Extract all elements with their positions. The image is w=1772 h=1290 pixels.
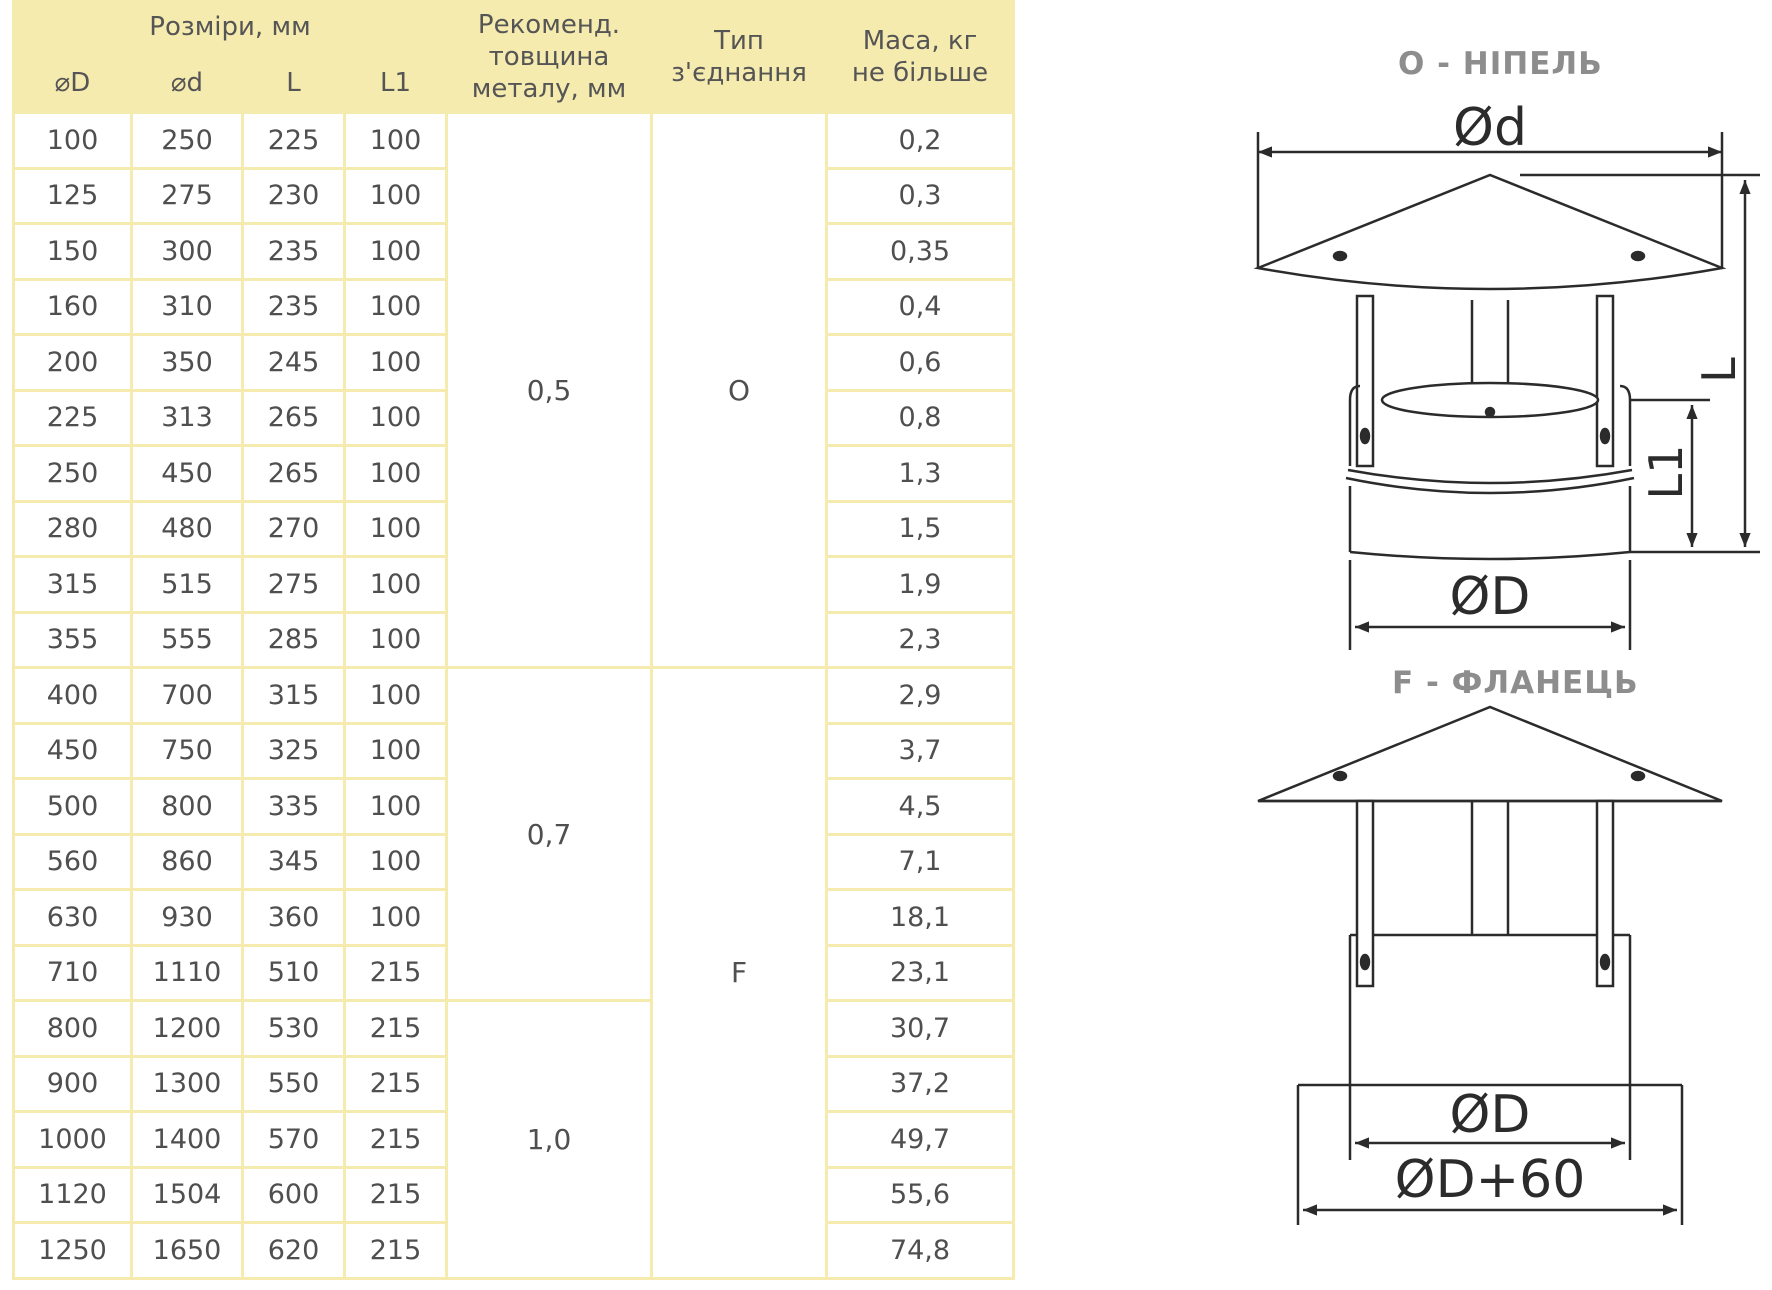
cell-length-l1: 100: [346, 114, 445, 167]
cell-mass: 2,9: [828, 669, 1012, 722]
cell-mass: 0,2: [828, 114, 1012, 167]
cell-mass: 2,3: [828, 614, 1012, 667]
cell-length-l1: 100: [346, 780, 445, 833]
cell-mass: 18,1: [828, 891, 1012, 944]
cell-mass: 55,6: [828, 1169, 1012, 1222]
cell-mass: 1,9: [828, 558, 1012, 611]
nipple-label-L1: L1: [1639, 444, 1693, 500]
cell-outer-diameter: 125: [15, 170, 130, 223]
cell-cap-diameter: 555: [133, 614, 241, 667]
cell-length: 600: [244, 1169, 343, 1222]
cell-length: 510: [244, 947, 343, 1000]
cell-length: 335: [244, 780, 343, 833]
cell-outer-diameter: 560: [15, 836, 130, 889]
cell-length: 530: [244, 1002, 343, 1055]
cell-mass: 4,5: [828, 780, 1012, 833]
cell-mass: 74,8: [828, 1224, 1012, 1277]
cell-length-l1: 100: [346, 503, 445, 556]
cell-mass: 7,1: [828, 836, 1012, 889]
cell-length-l1: 215: [346, 1002, 445, 1055]
cell-cap-diameter: 1300: [133, 1058, 241, 1111]
cell-outer-diameter: 450: [15, 725, 130, 778]
cell-outer-diameter: 710: [15, 947, 130, 1000]
cell-outer-diameter: 200: [15, 336, 130, 389]
cell-cap-diameter: 313: [133, 392, 241, 445]
cell-length: 235: [244, 225, 343, 278]
cell-metal-thickness: 0,5: [448, 114, 650, 666]
dimensions-header: Розміри, мм: [15, 3, 445, 51]
connection-header-line: Тип: [714, 26, 764, 56]
cell-cap-diameter: 800: [133, 780, 241, 833]
cell-outer-diameter: 800: [15, 1002, 130, 1055]
cell-length: 265: [244, 392, 343, 445]
cell-connection-type: O: [653, 114, 825, 666]
cell-mass: 1,3: [828, 447, 1012, 500]
cell-mass: 30,7: [828, 1002, 1012, 1055]
cell-outer-diameter: 400: [15, 669, 130, 722]
cell-length-l1: 100: [346, 669, 445, 722]
nipple-label-d: Ød: [1453, 98, 1527, 158]
cell-cap-diameter: 1110: [133, 947, 241, 1000]
cell-length: 360: [244, 891, 343, 944]
nipple-label-D: ØD: [1449, 567, 1531, 627]
cell-cap-diameter: 275: [133, 170, 241, 223]
cell-outer-diameter: 250: [15, 447, 130, 500]
cell-length: 620: [244, 1224, 343, 1277]
cell-mass: 0,6: [828, 336, 1012, 389]
cell-mass: 23,1: [828, 947, 1012, 1000]
cell-connection-type: F: [653, 669, 825, 1277]
cell-length-l1: 100: [346, 891, 445, 944]
cell-outer-diameter: 900: [15, 1058, 130, 1111]
cell-cap-diameter: 300: [133, 225, 241, 278]
cell-length-l1: 215: [346, 1058, 445, 1111]
mass-header-line: не більше: [851, 58, 989, 88]
flange-diagram-title: F - ФЛАНЕЦЬ: [1392, 665, 1639, 701]
cell-outer-diameter: 160: [15, 281, 130, 334]
cell-cap-diameter: 1504: [133, 1169, 241, 1222]
cell-length: 245: [244, 336, 343, 389]
cell-mass: 0,8: [828, 392, 1012, 445]
cell-mass: 0,35: [828, 225, 1012, 278]
thickness-header-line: товщина: [488, 42, 610, 72]
cell-length: 345: [244, 836, 343, 889]
cell-outer-diameter: 1000: [15, 1113, 130, 1166]
cell-mass: 3,7: [828, 725, 1012, 778]
cell-length-l1: 100: [346, 225, 445, 278]
cell-cap-diameter: 1400: [133, 1113, 241, 1166]
cell-cap-diameter: 700: [133, 669, 241, 722]
cell-mass: 37,2: [828, 1058, 1012, 1111]
cell-outer-diameter: 1120: [15, 1169, 130, 1222]
cell-length-l1: 100: [346, 725, 445, 778]
cell-mass: 1,5: [828, 503, 1012, 556]
cell-length: 550: [244, 1058, 343, 1111]
cell-length: 275: [244, 558, 343, 611]
cell-outer-diameter: 150: [15, 225, 130, 278]
cell-length-l1: 100: [346, 558, 445, 611]
flange-cap-drawing: [1258, 707, 1722, 1225]
cell-length: 265: [244, 447, 343, 500]
cell-cap-diameter: 310: [133, 281, 241, 334]
connection-header-line: з'єднання: [671, 58, 807, 88]
cell-length: 270: [244, 503, 343, 556]
cell-outer-diameter: 355: [15, 614, 130, 667]
cell-metal-thickness: 0,7: [448, 669, 650, 999]
col-header-L1: L1: [346, 54, 445, 111]
nipple-diagram-title: O - НІПЕЛЬ: [1398, 46, 1603, 82]
cell-length-l1: 215: [346, 947, 445, 1000]
cell-outer-diameter: 500: [15, 780, 130, 833]
cell-length-l1: 215: [346, 1113, 445, 1166]
col-header-d: ⌀d: [133, 54, 241, 111]
cell-length: 235: [244, 281, 343, 334]
cell-length: 225: [244, 114, 343, 167]
cell-outer-diameter: 630: [15, 891, 130, 944]
cell-cap-diameter: 860: [133, 836, 241, 889]
cell-mass: 0,4: [828, 281, 1012, 334]
cell-cap-diameter: 515: [133, 558, 241, 611]
cell-length-l1: 215: [346, 1169, 445, 1222]
col-header-D: ⌀D: [15, 54, 130, 111]
flange-label-D: ØD: [1449, 1085, 1531, 1145]
cell-outer-diameter: 225: [15, 392, 130, 445]
cell-outer-diameter: 315: [15, 558, 130, 611]
cell-length-l1: 100: [346, 614, 445, 667]
mass-header-line: Маса, кг: [862, 26, 978, 56]
cell-cap-diameter: 250: [133, 114, 241, 167]
col-header-L: L: [244, 54, 343, 111]
cell-length-l1: 215: [346, 1224, 445, 1277]
cell-outer-diameter: 1250: [15, 1224, 130, 1277]
cell-length-l1: 100: [346, 281, 445, 334]
thickness-header-line: Рекоменд.: [477, 10, 621, 40]
cell-mass: 49,7: [828, 1113, 1012, 1166]
cell-length: 285: [244, 614, 343, 667]
cell-cap-diameter: 930: [133, 891, 241, 944]
nipple-label-L: L: [1692, 357, 1746, 383]
cell-length-l1: 100: [346, 836, 445, 889]
flange-label-D60: ØD+60: [1394, 1150, 1586, 1210]
cell-length-l1: 100: [346, 392, 445, 445]
cell-cap-diameter: 1200: [133, 1002, 241, 1055]
cell-length-l1: 100: [346, 447, 445, 500]
cell-cap-diameter: 1650: [133, 1224, 241, 1277]
cell-cap-diameter: 350: [133, 336, 241, 389]
cell-length: 325: [244, 725, 343, 778]
cell-length: 230: [244, 170, 343, 223]
cell-cap-diameter: 450: [133, 447, 241, 500]
cell-length-l1: 100: [346, 336, 445, 389]
cell-cap-diameter: 480: [133, 503, 241, 556]
cell-metal-thickness: 1,0: [448, 1002, 650, 1277]
cell-length: 315: [244, 669, 343, 722]
cell-length-l1: 100: [346, 170, 445, 223]
cell-mass: 0,3: [828, 170, 1012, 223]
cell-outer-diameter: 280: [15, 503, 130, 556]
cell-cap-diameter: 750: [133, 725, 241, 778]
cell-outer-diameter: 100: [15, 114, 130, 167]
thickness-header-line: металу, мм: [471, 74, 627, 104]
cell-length: 570: [244, 1113, 343, 1166]
